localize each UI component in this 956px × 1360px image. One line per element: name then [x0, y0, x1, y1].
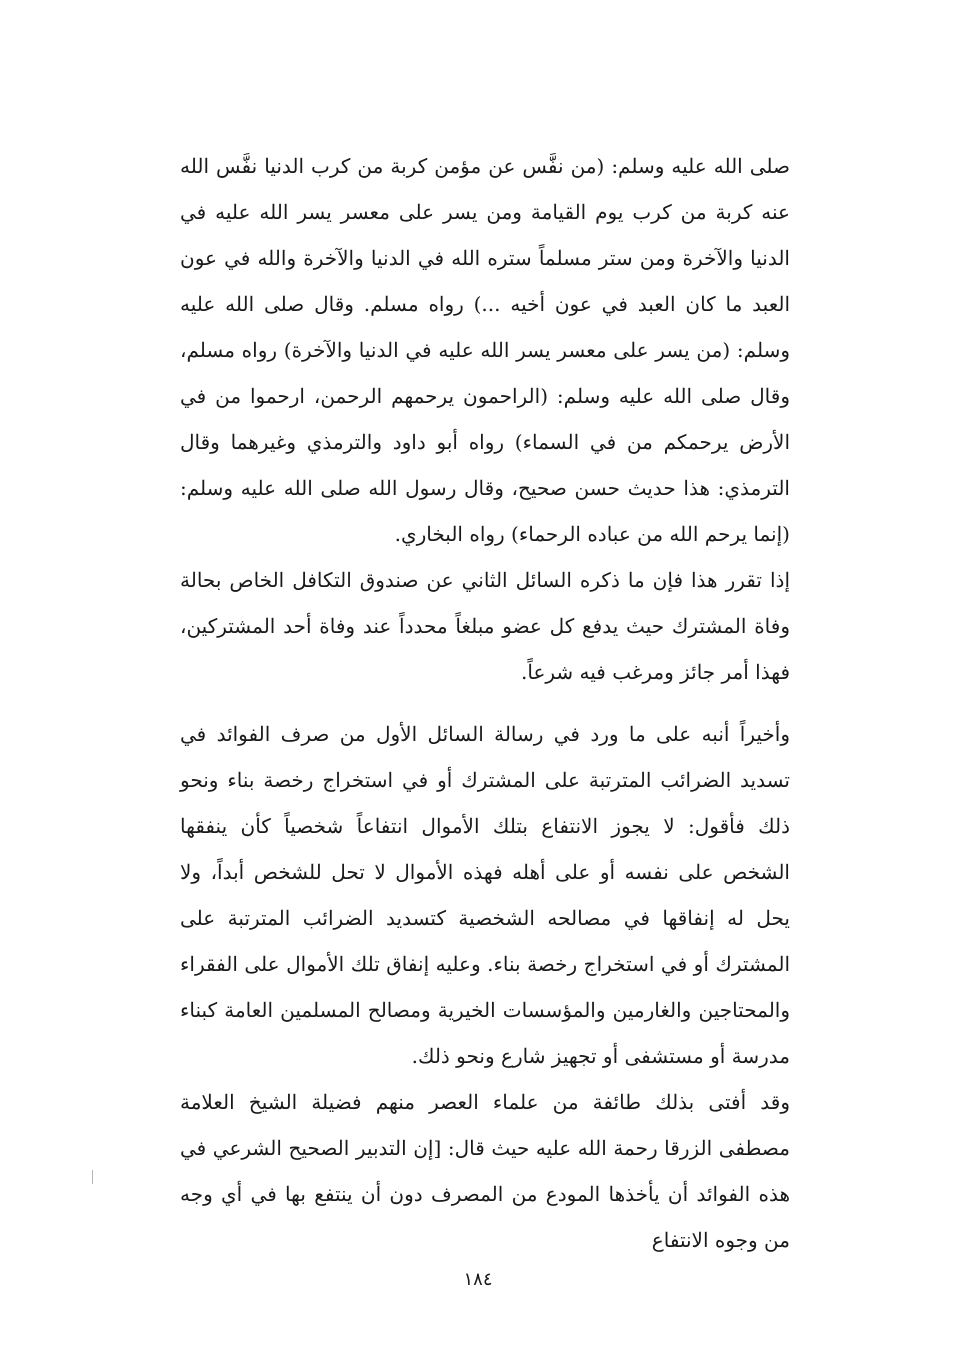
paragraph-text: صلى الله عليه وسلم: (من نفَّس عن مؤمن كربة من كرب الدنيا نفَّس الله عنه كربة من كرب يوم القيامة ومن يسر على معسر يسر الله عليه في الدنيا والآخرة ومن ستر مسلماً ستره الله في الدنيا والآخرة والله في عون العبد ما كان العبد في عون أخيه ...) رواه مسلم. وقال صلى الله عليه وسلم: (من يسر على معسر يسر الله عليه في الدنيا والآخرة) رواه مسلم، وقال صلى الله عليه وسلم: (الراحمون يرحمهم الرحمن، ارحموا من في الأرض يرحمكم من في السماء) رواه أبو داود والترمذي وغيرهما وقال الترمذي: هذا حديث حسن صحيح، وقال رسول الله صلى الله عليه وسلم: (إنما يرحم الله من عباده الرحماء) رواه البخاري.: [180, 154, 791, 546]
paragraph-takaful-fund: [180, 557, 790, 695]
paragraph-hadith-quotes: [180, 143, 790, 557]
paragraph-interest-usage: [180, 711, 790, 1079]
paragraph-text: وأخيراً أنبه على ما ورد في رسالة السائل الأول من صرف الفوائد في تسديد الضرائب المترتبة على المشترك أو في استخراج رخصة بناء ونحو ذلك فأقول: لا يجوز الانتفاع بتلك الأموال انتفاعاً شخصياً كأن ينفقها الشخص على نفسه أو على أهله فهذه الأموال لا تحل للشخص أبداً، ولا يحل له إنفاقها في مصالحه الشخصية كتسديد الضرائب المترتبة على المشترك أو في استخراج رخصة بناء. وعليه إنفاق تلك الأموال على الفقراء والمحتاجين والغارمين والمؤسسات الخيرية ومصالح المسلمين العامة كبناء مدرسة أو مستشفى أو تجهيز شارع ونحو ذلك.: [180, 722, 790, 1068]
paragraph-fatwa-zarqa: [180, 1079, 790, 1263]
paragraph-text: وقد أفتى بذلك طائفة من علماء العصر منهم فضيلة الشيخ العلامة مصطفى الزرقا رحمة الله عليه حيث قال: [إن التدبير الصحيح الشرعي في هذه الفوائد أن يأخذها المودع من المصرف دون أن ينتفع بها في أي وجه من وجوه الانتفاع: [180, 1090, 790, 1252]
paragraph-text: إذا تقرر هذا فإن ما ذكره السائل الثاني عن صندوق التكافل الخاص بحالة وفاة المشترك حيث يدفع كل عضو مبلغاً محدداً عند وفاة أحد المشتركين، فهذا أمر جائز ومرغب فيه شرعاً.: [180, 568, 790, 684]
page-number: ١٨٤: [463, 1269, 493, 1290]
scan-margin-mark: [92, 1170, 93, 1184]
